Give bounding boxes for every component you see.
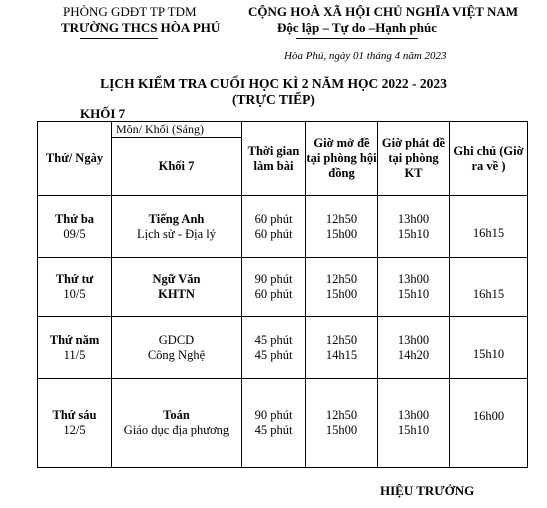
row-issue-2: 15h10 <box>397 226 430 241</box>
row-subject-2: Giáo dục địa phương <box>123 423 230 438</box>
document-title: LỊCH KIỂM TRA CUỐI HỌC KÌ 2 NĂM HỌC 2022 - 2023 <box>100 76 447 91</box>
row-subject-2: Công Nghệ <box>147 347 206 362</box>
row-day: Thứ sáu <box>52 408 97 423</box>
row-open-1: 12h50 <box>325 408 358 423</box>
row-subject-1: GDCD <box>158 332 195 347</box>
motto-underline <box>296 38 418 39</box>
school-underline <box>80 38 158 39</box>
grade-label: KHỐI 7 <box>80 106 126 121</box>
row-date: 10/5 <box>63 287 86 302</box>
header-duration: Thời gian làm bài <box>242 122 306 196</box>
header-day: Thứ/ Ngày <box>38 122 112 196</box>
row-subject-1: Ngữ Văn <box>152 272 201 287</box>
row-note: 15h10 <box>450 317 528 379</box>
row-open-1: 12h50 <box>325 211 358 226</box>
row-note: 16h15 <box>450 258 528 317</box>
signature-title: HIỆU TRƯỞNG <box>380 483 475 498</box>
header-issue-time: Giờ phát đề tại phòng KT <box>378 122 450 196</box>
row-duration-2: 45 phút <box>254 347 293 362</box>
row-day: Thứ năm <box>49 332 100 347</box>
table-row <box>38 258 528 317</box>
row-issue-2: 15h10 <box>397 423 430 438</box>
row-open-1: 12h50 <box>325 332 358 347</box>
row-day: Thứ tư <box>55 272 94 287</box>
row-duration-2: 60 phút <box>254 287 293 302</box>
row-issue-2: 14h20 <box>397 347 430 362</box>
header-row <box>38 122 528 138</box>
row-open-2: 14h15 <box>325 347 358 362</box>
country-name: CỘNG HOÀ XÃ HỘI CHỦ NGHĨA VIỆT NAM <box>248 4 519 19</box>
row-open-2: 15h00 <box>325 287 358 302</box>
row-date: 09/5 <box>63 226 86 241</box>
row-issue-1: 13h00 <box>397 272 430 287</box>
row-duration-2: 45 phút <box>254 423 293 438</box>
row-duration-1: 90 phút <box>254 272 293 287</box>
table-row <box>38 379 528 468</box>
row-duration-1: 60 phút <box>254 211 293 226</box>
document-subtitle: (TRỰC TIẾP) <box>232 92 315 107</box>
motto: Độc lập – Tự do –Hạnh phúc <box>277 20 437 35</box>
row-open-2: 15h00 <box>325 226 358 241</box>
table-row <box>38 317 528 379</box>
row-issue-1: 13h00 <box>397 332 430 347</box>
row-open-1: 12h50 <box>325 272 358 287</box>
row-note: 16h15 <box>450 196 528 258</box>
document-date: Hòa Phú, ngày 01 tháng 4 năm 2023 <box>284 50 447 62</box>
exam-schedule-table <box>37 121 528 468</box>
header-subject-group: Môn/ Khối (Sáng) <box>112 122 242 138</box>
row-issue-2: 15h10 <box>397 287 430 302</box>
row-duration-1: 90 phút <box>254 408 293 423</box>
school-name: TRƯỜNG THCS HÒA PHÚ <box>61 20 221 35</box>
table-row <box>38 196 528 258</box>
row-subject-2: Lịch sử - Địa lý <box>137 226 216 241</box>
header-open-time: Giờ mở đề tại phòng hội đồng <box>306 122 378 196</box>
header-grade: Khối 7 <box>112 138 242 196</box>
row-issue-1: 13h00 <box>397 408 430 423</box>
row-subject-2: KHTN <box>158 287 195 302</box>
header-note: Ghi chú (Giờ ra về ) <box>450 122 528 196</box>
row-date: 11/5 <box>63 347 86 362</box>
row-date: 12/5 <box>63 423 86 438</box>
row-subject-1: Toán <box>163 408 190 423</box>
row-duration-2: 60 phút <box>254 226 293 241</box>
row-day: Thứ ba <box>54 211 95 226</box>
row-note: 16h00 <box>450 379 528 468</box>
row-duration-1: 45 phút <box>254 332 293 347</box>
department-name: PHÒNG GDĐT TP TDM <box>63 4 197 19</box>
row-open-2: 15h00 <box>325 423 358 438</box>
row-subject-1: Tiếng Anh <box>148 211 205 226</box>
row-issue-1: 13h00 <box>397 211 430 226</box>
